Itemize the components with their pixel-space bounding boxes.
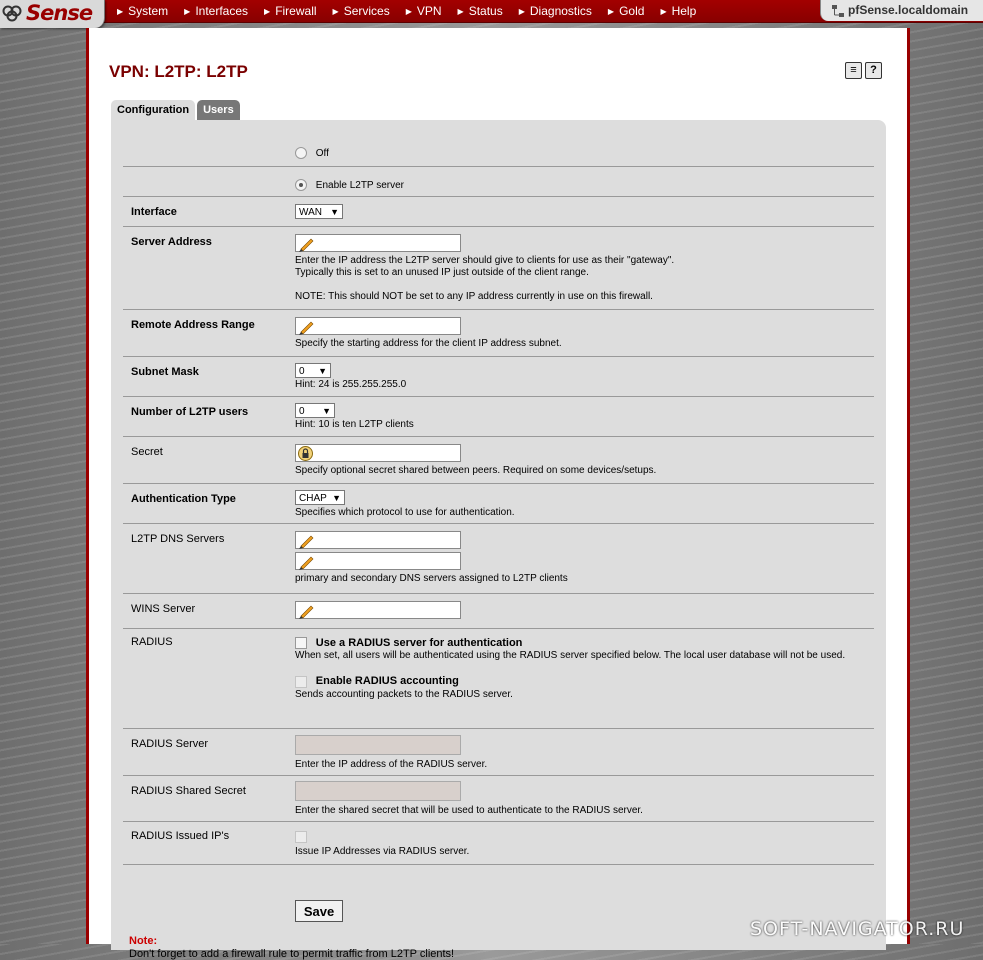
menu-services-label: Services [343,4,390,18]
num-users-value: 0 [299,406,305,417]
auth-type-label: Authentication Type [131,493,236,505]
radius-use-desc: When set, all users will be authenticated using the RADIUS server specified below. The local user database will not be used. [295,650,846,662]
mode-off-option[interactable] [295,147,329,159]
menu-firewall[interactable] [257,0,326,22]
pencil-icon [298,603,314,619]
help-icon[interactable]: ? [865,62,882,79]
tab-users[interactable]: Users [197,100,240,120]
radius-server-desc: Enter the IP address of the RADIUS server. [295,759,488,770]
remote-range-desc: Specify the starting address for the client IP address subnet. [295,338,562,349]
menu-arrow-icon: ▶ [660,7,667,16]
server-address-row [123,227,874,310]
secret-row [123,437,874,484]
radius-use-checkbox[interactable] [295,637,307,649]
menu-gold[interactable] [601,0,654,22]
num-users-row [123,397,874,437]
radius-server-label: RADIUS Server [131,738,209,750]
num-users-label: Number of L2TP users [131,406,249,418]
radius-issued-label: RADIUS Issued IP's [131,830,230,842]
radius-secret-input[interactable] [295,781,461,801]
menu-arrow-icon: ▶ [607,7,615,16]
subnet-mask-value: 0 [299,366,305,377]
secret-input[interactable] [295,444,461,462]
chevron-down-icon: ▼ [330,207,339,217]
radius-acct-desc: Sends accounting packets to the RADIUS server. [295,688,513,700]
tab-configuration[interactable]: Configuration [111,100,195,120]
radius-acct-checkbox[interactable] [295,676,307,688]
secret-desc: Specify optional secret shared between peers. Required on some devices/setups. [295,465,657,476]
mode-off-radio[interactable] [295,147,307,159]
radius-secret-label: RADIUS Shared Secret [131,785,246,797]
auth-type-select[interactable] [295,490,345,505]
interface-label: Interface [131,206,177,218]
subnet-mask-row [123,357,874,397]
dns-desc: primary and secondary DNS servers assigned to L2TP clients [295,573,568,584]
mode-off-row [123,140,874,167]
radius-secret-row [123,776,874,822]
menu-status[interactable] [451,0,512,22]
radius-use-label: Use a RADIUS server for authentication [315,637,523,649]
page-panel [86,28,910,960]
menu-services[interactable] [326,0,399,22]
radius-server-input[interactable] [295,735,461,755]
num-users-hint: Hint: 10 is ten L2TP clients [295,419,414,430]
radius-issued-checkbox[interactable] [295,831,307,843]
menu-vpn-label: VPN [416,4,442,18]
pencil-icon [298,236,314,252]
form-panel [111,120,886,960]
pencil-icon [298,533,314,549]
menu-arrow-icon: ▶ [117,7,124,16]
auth-type-value: CHAP [299,493,327,504]
server-address-desc-1: Enter the IP address the L2TP server should give to clients for use as their "gateway". [295,255,675,266]
subnet-mask-hint: Hint: 24 is 255.255.255.0 [295,379,407,390]
menu-help[interactable] [653,0,705,22]
dns-primary-input[interactable] [295,531,461,549]
server-address-label: Server Address [131,236,212,248]
menu-vpn[interactable] [399,0,451,22]
dns-row [123,524,874,594]
pencil-icon [298,319,314,335]
network-icon [831,4,845,18]
hostname-box [820,0,983,21]
pfsense-logo[interactable] [0,0,105,28]
pencil-icon [298,554,314,570]
menu-status-label: Status [468,4,503,18]
subnet-mask-label: Subnet Mask [131,366,199,378]
mode-enable-row [123,167,874,197]
menu-arrow-icon: ▶ [457,7,464,16]
num-users-select[interactable] [295,403,335,418]
lock-icon [298,446,313,461]
interface-select[interactable] [295,204,343,219]
menu-arrow-icon: ▶ [264,7,271,16]
interface-row [123,197,874,227]
mode-enable-label: Enable L2TP server [315,179,404,191]
remote-range-label: Remote Address Range [131,319,255,331]
radius-secret-desc: Enter the shared secret that will be used to authenticate to the RADIUS server. [295,805,643,816]
dns-secondary-input[interactable] [295,552,461,570]
menu-arrow-icon: ▶ [184,7,191,16]
auth-type-row [123,484,874,524]
server-address-desc-2: Typically this is set to an unused IP just outside of the client range. [295,267,589,278]
radius-acct-label: Enable RADIUS accounting [315,675,459,688]
menu-interfaces[interactable] [177,0,257,22]
top-navigation-bar [0,0,983,23]
menu-system-label: System [128,4,169,18]
chevron-down-icon: ▼ [322,406,331,416]
status-log-icon[interactable]: ≡ [845,62,862,79]
menu-arrow-icon: ▶ [332,7,339,16]
radius-acct-option[interactable] [295,675,865,687]
menu-diagnostics[interactable] [512,0,601,22]
logo-text: Sense [26,1,93,25]
wins-row [123,594,874,629]
radius-use-option[interactable] [295,637,865,649]
auth-type-desc: Specifies which protocol to use for authentication. [295,507,515,518]
radius-server-row [123,729,874,776]
mode-off-label: Off [315,147,329,159]
server-address-note: NOTE: This should NOT be set to any IP address currently in use on this firewall. [295,291,653,302]
radius-label: RADIUS [131,636,173,648]
remote-range-input[interactable] [295,317,461,335]
chevron-down-icon: ▼ [318,366,327,376]
main-menu [110,0,705,22]
menu-arrow-icon: ▶ [405,7,412,16]
radius-row [123,629,874,729]
menu-firewall-label: Firewall [275,4,317,18]
menu-help-label: Help [671,4,697,18]
interface-value: WAN [299,207,322,218]
wins-label: WINS Server [131,603,196,615]
menu-diagnostics-label: Diagnostics [529,4,592,18]
save-button[interactable]: Save [295,900,343,922]
menu-system[interactable] [110,0,177,22]
menu-interfaces-label: Interfaces [195,4,249,18]
menu-gold-label: Gold [619,4,645,18]
mode-enable-option[interactable] [295,179,404,191]
secret-label: Secret [131,446,163,458]
server-address-input[interactable] [295,234,461,252]
wins-input[interactable] [295,601,461,619]
page-title: VPN: L2TP: L2TP [109,62,248,81]
remote-range-row [123,310,874,357]
subnet-mask-select[interactable] [295,363,331,378]
pfsense-logo-icon [2,4,24,22]
radius-issued-row [123,822,874,865]
menu-arrow-icon: ▶ [518,7,525,16]
watermark: SOFT-NAVIGATOR.RU [750,918,965,940]
chevron-down-icon: ▼ [332,493,341,503]
radius-issued-desc: Issue IP Addresses via RADIUS server. [295,846,470,857]
note-title: Note: [129,935,158,947]
note-text: Don't forget to add a firewall rule to permit traffic from L2TP clients! [129,948,455,960]
tab-bar [111,100,242,120]
hostname: pfSense.localdomain [848,3,969,17]
mode-enable-radio[interactable] [295,179,307,191]
dns-label: L2TP DNS Servers [131,533,225,545]
